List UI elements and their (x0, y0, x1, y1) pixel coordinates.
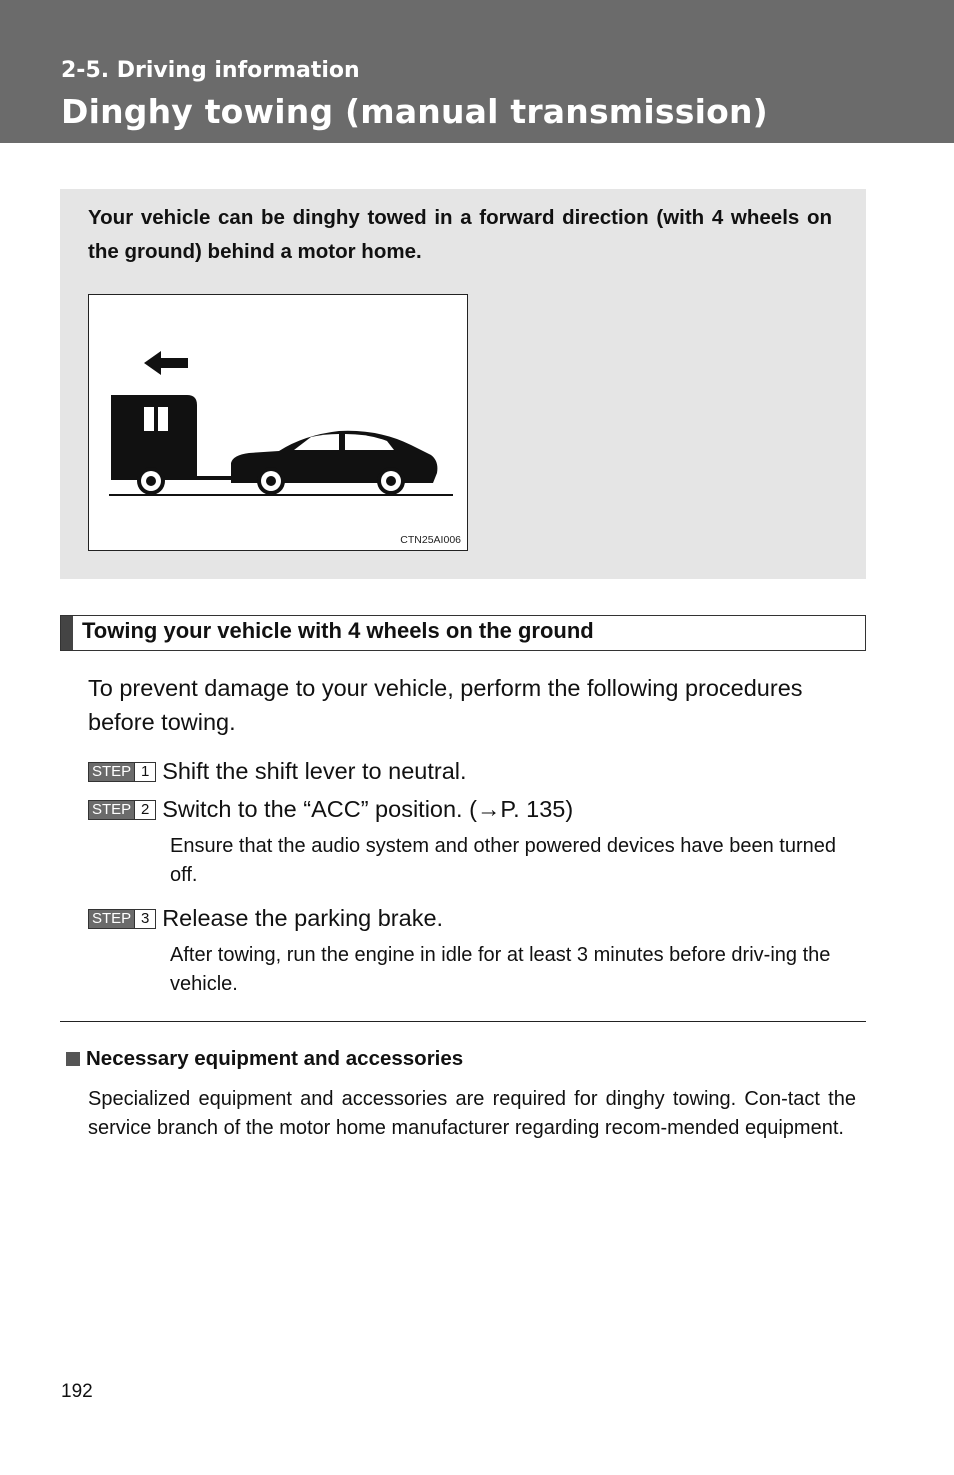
step-badge (88, 909, 156, 929)
step-3-note: After towing, run the engine in idle for at least 3 minutes before driv-ing the vehicle. (170, 944, 831, 995)
step-text: Shift the shift lever to neutral. (162, 758, 467, 784)
page-header (0, 0, 954, 143)
step-badge-word: STEP (89, 763, 134, 781)
step-badge-number: 1 (134, 763, 155, 781)
motorhome-towing-car-icon (89, 295, 469, 552)
section-divider (60, 1021, 866, 1022)
step-1 (88, 758, 467, 785)
page-number: 192 (61, 1381, 93, 1402)
step-text: Release the parking brake. (162, 905, 444, 931)
heading-bar (61, 616, 73, 650)
step-badge-number: 2 (134, 801, 155, 819)
intro-text: Your vehicle can be dinghy towed in a forward direction (with 4 wheels on the ground) behind a motor home. (88, 206, 832, 263)
equipment-text: Specialized equipment and accessories are required for dinghy towing. Con-tact the service branch of the motor home manufacturer regarding recom-mended equipment. (88, 1088, 856, 1139)
step-text: Switch to the “ACC” position. (→P. 135) (162, 796, 574, 822)
towing-illustration (88, 294, 468, 551)
subsection-heading (60, 615, 866, 651)
equipment-heading-text: Necessary equipment and accessories (86, 1047, 464, 1070)
page-title: Dinghy towing (manual transmission) (61, 92, 768, 131)
section-label: 2-5. Driving information (61, 58, 360, 83)
step-badge-number: 3 (134, 910, 155, 928)
step-badge-word: STEP (89, 910, 134, 928)
step-2-note: Ensure that the audio system and other powered devices have been turned off. (170, 835, 836, 886)
figure-code: CTN25AI006 (400, 534, 461, 546)
step-badge (88, 800, 156, 820)
equipment-heading (66, 1047, 463, 1071)
step-badge (88, 762, 156, 782)
step-badge-word: STEP (89, 801, 134, 819)
square-bullet-icon (66, 1052, 80, 1066)
step-3 (88, 905, 443, 932)
intro-paragraph: To prevent damage to your vehicle, perform the following procedures before towing. (88, 675, 803, 735)
step-2 (88, 796, 573, 823)
subsection-title: Towing your vehicle with 4 wheels on the ground (82, 618, 594, 643)
intro-box (60, 189, 866, 579)
